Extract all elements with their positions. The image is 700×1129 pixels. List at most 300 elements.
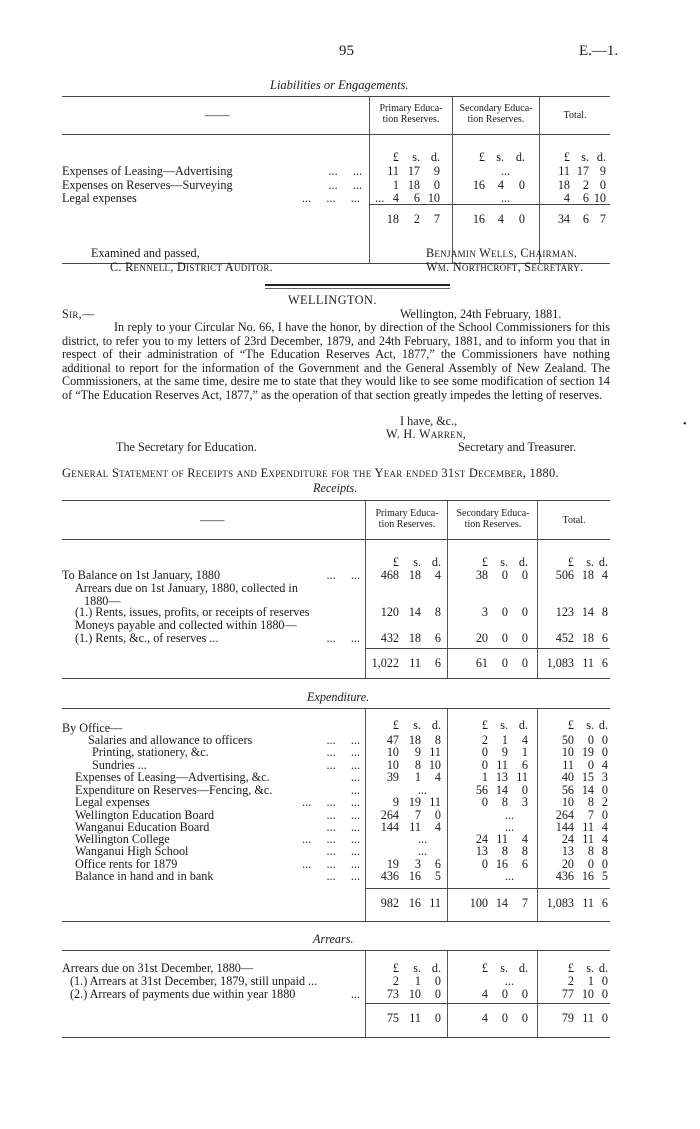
amount-shillings: 8 — [587, 795, 594, 809]
amount-pence: 0 — [434, 808, 441, 822]
amount-pounds: 2 — [481, 733, 488, 747]
amount-pence: 11 — [429, 745, 441, 759]
amount-pounds: ... — [504, 869, 514, 883]
amount-pence: 11 — [516, 770, 528, 784]
page-number: 95 — [339, 43, 354, 59]
letter-closing: I have, &c., — [400, 414, 458, 428]
row-label: (1.) Rents, &c., of reserves ... — [75, 631, 219, 645]
amount-pence: 4 — [601, 832, 608, 846]
amount-pounds: 144 — [380, 820, 399, 834]
amount-pounds: 264 — [380, 808, 399, 822]
currency-header: £ — [392, 150, 399, 164]
amount-pence: 4 — [434, 568, 441, 582]
amount-pounds: 10 — [561, 745, 574, 759]
amount-pounds: 432 — [380, 631, 399, 645]
row-label: (1.) Rents, issues, profits, or receipts of reserves — [75, 605, 310, 619]
currency-header: s. — [586, 555, 594, 569]
amount-pence: 0 — [601, 1011, 608, 1025]
amount-pence: 7 — [521, 896, 528, 910]
currency-header: s. — [500, 718, 508, 732]
amount-pounds: 13 — [561, 844, 574, 858]
row-label: Printing, stationery, &c. — [92, 745, 209, 759]
amount-pence: 0 — [521, 1011, 528, 1025]
liabilities-title: Liabilities or Engagements. — [270, 78, 409, 92]
amount-pounds: 1 — [392, 178, 399, 192]
total-rule — [369, 204, 610, 205]
table-rule — [62, 500, 610, 501]
leader-dots: ... ... — [328, 164, 362, 178]
currency-header: d. — [596, 150, 606, 164]
table-rule — [62, 708, 610, 709]
amount-shillings: 1 — [501, 733, 508, 747]
table-rule — [62, 678, 610, 679]
amount-shillings: 0 — [587, 857, 594, 871]
leader-dots: ... ... — [326, 733, 360, 747]
amount-shillings: 0 — [501, 1011, 508, 1025]
amount-pounds: 10 — [561, 795, 574, 809]
currency-header: £ — [392, 555, 399, 569]
amount-pence: 0 — [434, 974, 441, 988]
total-rule — [365, 1003, 610, 1004]
letter-body: In reply to your Circular No. 66, I have the honor, by direction of the School Commissioners for this district, to refer you to my letters of 23rd December, 1879, and 24th February, 1881, and to inform you that in respect of their administration of “The Education Reserves Act, 1877,” the Commissioners have nothing additional to report for the information of the Government and the General Assembly of New Zealand. The Commissioners, at the same time, desire me to state that they would like to see some modification of section 14 of “The Education Reserves Act, 1877,” as the operation of that section greatly impedes the letting of reserves. — [62, 320, 610, 402]
amount-pence: 0 — [601, 987, 608, 1001]
row-label: Balance in hand and in bank — [75, 869, 214, 883]
row-label: Wanganui Education Board — [75, 820, 210, 834]
amount-shillings: 18 — [408, 631, 421, 645]
amount-pence: 3 — [601, 770, 608, 784]
amount-shillings: 8 — [501, 795, 508, 809]
secretary-signature: Wm. Northcroft, Secretary. — [426, 260, 584, 274]
amount-shillings: 1 — [587, 974, 594, 988]
currency-header: s. — [586, 961, 594, 975]
amount-shillings: 0 — [501, 605, 508, 619]
salutation: Sir,— — [62, 307, 95, 321]
amount-shillings: 14 — [581, 783, 594, 797]
amount-shillings: 11 — [496, 832, 508, 846]
amount-pounds: 3 — [481, 605, 488, 619]
amount-shillings: 0 — [501, 987, 508, 1001]
row-label: Expenses of Leasing—Advertising — [62, 164, 233, 178]
amount-shillings: 8 — [587, 844, 594, 858]
amount-pounds: 436 — [555, 869, 574, 883]
currency-header: s. — [581, 150, 589, 164]
amount-pounds: 20 — [475, 631, 488, 645]
auditor-signature: C. Rennell, District Auditor. — [110, 260, 273, 274]
amount-shillings: 16 — [408, 869, 421, 883]
currency-header: d. — [515, 150, 525, 164]
amount-shillings: 9 — [501, 745, 508, 759]
amount-shillings: 15 — [581, 770, 594, 784]
amount-pence: 6 — [434, 631, 441, 645]
amount-pence: 4 — [601, 820, 608, 834]
statement-title: General Statement of Receipts and Expenditure for the Year ended 31st December, 1880. — [62, 466, 559, 480]
currency-header: d. — [518, 961, 528, 975]
amount-shillings: 14 — [495, 896, 508, 910]
amount-shillings: 11 — [582, 820, 594, 834]
currency-header: £ — [392, 718, 399, 732]
amount-pounds: 56 — [561, 783, 574, 797]
amount-pounds: 56 — [475, 783, 488, 797]
amount-shillings: 7 — [587, 808, 594, 822]
amount-pounds: 4 — [481, 987, 488, 1001]
amount-shillings: 17 — [407, 164, 420, 178]
amount-shillings: 4 — [497, 178, 504, 192]
row-label: Expenditure on Reserves—Fencing, &c. — [75, 783, 273, 797]
amount-shillings: 16 — [495, 857, 508, 871]
amount-pence: 8 — [521, 844, 528, 858]
row-label: Salaries and allowance to officers — [88, 733, 253, 747]
currency-header: s. — [413, 961, 421, 975]
row-label: Arrears due on 31st December, 1880— — [62, 961, 254, 975]
amount-pence: 9 — [599, 164, 606, 178]
amount-pounds: 0 — [481, 857, 488, 871]
amount-pence: 11 — [429, 896, 441, 910]
amount-shillings: 18 — [407, 178, 420, 192]
row-label: Wellington Education Board — [75, 808, 215, 822]
column-divider — [365, 501, 366, 678]
table-rule — [62, 134, 610, 135]
currency-header: s. — [586, 718, 594, 732]
currency-header: s. — [413, 555, 421, 569]
amount-shillings: 14 — [581, 605, 594, 619]
row-label: Office rents for 1879 — [75, 857, 178, 871]
receipts-title: Receipts. — [313, 481, 358, 495]
header-dash: —— — [205, 108, 230, 122]
amount-pounds: 0 — [481, 758, 488, 772]
currency-header: d. — [598, 961, 608, 975]
amount-pence: 0 — [601, 745, 608, 759]
amount-pence: 0 — [521, 783, 528, 797]
amount-shillings: 8 — [501, 844, 508, 858]
amount-pounds: 452 — [555, 631, 574, 645]
row-label: Legal expenses — [62, 191, 137, 205]
amount-pounds: 4 — [481, 1011, 488, 1025]
amount-shillings: 17 — [576, 164, 589, 178]
table-rule — [62, 950, 610, 951]
amount-pence: 0 — [521, 631, 528, 645]
amount-pounds: 77 — [561, 987, 574, 1001]
currency-header: d. — [598, 555, 608, 569]
amount-pence: 10 — [428, 758, 441, 772]
expenditure-title: Expenditure. — [307, 690, 370, 704]
amount-pence: 11 — [429, 795, 441, 809]
amount-pounds: 1,083 — [546, 656, 574, 670]
amount-pounds: 16 — [472, 212, 485, 226]
amount-shillings: 18 — [581, 568, 594, 582]
amount-pence: 7 — [433, 212, 440, 226]
leader-dots: ... ... — [326, 869, 360, 883]
amount-pence: 8 — [434, 733, 441, 747]
row-label: (1.) Arrears at 31st December, 1879, still unpaid ... — [70, 974, 318, 988]
amount-pence: 5 — [434, 869, 441, 883]
amount-shillings: 11 — [409, 1011, 421, 1025]
amount-pounds: ... — [504, 820, 514, 834]
amount-pence: 0 — [521, 656, 528, 670]
section-divider — [265, 288, 450, 289]
amount-pounds: 18 — [386, 212, 399, 226]
currency-header: d. — [431, 555, 441, 569]
amount-pounds: 11 — [387, 164, 399, 178]
amount-pounds: 10 — [386, 758, 399, 772]
amount-pounds: 16 — [472, 178, 485, 192]
currency-header: £ — [567, 718, 574, 732]
row-label: (2.) Arrears of payments due within year 1880 — [70, 987, 296, 1001]
amount-pence: 2 — [601, 795, 608, 809]
amount-pence: 4 — [601, 758, 608, 772]
amount-pence: 4 — [521, 733, 528, 747]
col-header-primary: Primary Educa- tion Reserves. — [375, 508, 439, 530]
amount-pence: 6 — [434, 656, 441, 670]
table-rule — [62, 539, 610, 540]
currency-header: d. — [430, 150, 440, 164]
amount-pence: 7 — [599, 212, 606, 226]
amount-shillings: 10 — [581, 987, 594, 1001]
amount-pounds: 2 — [392, 974, 399, 988]
total-rule — [365, 648, 610, 649]
column-divider — [447, 501, 448, 678]
amount-pounds: 20 — [561, 857, 574, 871]
col-header-primary: Primary Educa- tion Reserves. — [379, 103, 443, 125]
amount-pounds: 34 — [557, 212, 570, 226]
amount-pence: 8 — [601, 605, 608, 619]
currency-header: £ — [478, 150, 485, 164]
currency-header: d. — [431, 961, 441, 975]
amount-pence: 9 — [433, 164, 440, 178]
amount-shillings: 11 — [582, 656, 594, 670]
currency-header: s. — [413, 718, 421, 732]
currency-header: £ — [481, 961, 488, 975]
col-header-total: Total. — [562, 515, 586, 526]
leader-dots: ... ... — [326, 844, 360, 858]
amount-pence: 0 — [433, 178, 440, 192]
leader-dots: ... ... — [326, 631, 360, 645]
amount-pounds: 0 — [481, 745, 488, 759]
amount-pounds: 123 — [555, 605, 574, 619]
currency-header: s. — [412, 150, 420, 164]
amount-shillings: 18 — [408, 568, 421, 582]
amount-shillings: 6 — [582, 212, 589, 226]
amount-pounds: 120 — [380, 605, 399, 619]
amount-pence: 0 — [434, 1011, 441, 1025]
section-divider — [265, 284, 450, 286]
arrears-title: Arrears. — [313, 932, 354, 946]
row-label: Wanganui High School — [75, 844, 189, 858]
currency-header: £ — [392, 961, 399, 975]
leader-dots: ... ... ... — [302, 795, 360, 809]
amount-pounds: 9 — [392, 795, 399, 809]
amount-shillings: 11 — [582, 1011, 594, 1025]
table-rule — [62, 96, 610, 97]
amount-pounds: ... — [500, 164, 510, 178]
amount-pounds: 11 — [558, 164, 570, 178]
amount-pence: 8 — [601, 844, 608, 858]
amount-shillings: 16 — [581, 869, 594, 883]
amount-shillings: 14 — [408, 605, 421, 619]
currency-header: s. — [500, 555, 508, 569]
amount-pounds: 11 — [562, 758, 574, 772]
currency-header: d. — [431, 718, 441, 732]
amount-shillings: 6 — [582, 191, 589, 205]
amount-pence: 6 — [601, 896, 608, 910]
amount-pounds: ... — [417, 844, 427, 858]
amount-pounds: ... — [417, 832, 427, 846]
amount-shillings: 16 — [408, 896, 421, 910]
currency-header: d. — [598, 718, 608, 732]
amount-pence: 0 — [601, 857, 608, 871]
amount-pounds: 2 — [567, 974, 574, 988]
amount-pounds: ... — [504, 974, 514, 988]
currency-header: £ — [481, 555, 488, 569]
amount-pounds: 100 — [469, 896, 488, 910]
leader-dots: ... — [350, 783, 360, 797]
amount-shillings: 11 — [409, 820, 421, 834]
amount-pence: 6 — [601, 656, 608, 670]
currency-header: s. — [496, 150, 504, 164]
letter-date: Wellington, 24th February, 1881. — [400, 307, 562, 321]
amount-shillings: 19 — [581, 745, 594, 759]
amount-shillings: 4 — [497, 212, 504, 226]
amount-pounds: 4 — [563, 191, 570, 205]
amount-pounds: 436 — [380, 869, 399, 883]
amount-shillings: 11 — [409, 656, 421, 670]
amount-pounds: 10 — [386, 745, 399, 759]
row-label: Arrears due on 1st January, 1880, collected in — [75, 581, 298, 595]
amount-shillings: 11 — [582, 832, 594, 846]
amount-pounds: ... — [500, 191, 510, 205]
amount-pence: 10 — [427, 191, 440, 205]
amount-pounds: 4 — [392, 191, 399, 205]
currency-header: s. — [500, 961, 508, 975]
currency-header: d. — [518, 555, 528, 569]
amount-shillings: 0 — [587, 758, 594, 772]
currency-header: £ — [567, 961, 574, 975]
amount-pence: 0 — [521, 987, 528, 1001]
amount-pence: 4 — [521, 832, 528, 846]
currency-header: £ — [563, 150, 570, 164]
letter-signature: W. H. Warren, — [386, 427, 467, 441]
amount-pence: 0 — [601, 808, 608, 822]
amount-shillings: 1 — [414, 770, 421, 784]
row-label: By Office— — [62, 721, 123, 735]
currency-header: £ — [567, 555, 574, 569]
leader-dots: ... ... — [326, 808, 360, 822]
amount-pence: 0 — [601, 733, 608, 747]
amount-pence: 0 — [521, 605, 528, 619]
leader-dots: ... — [350, 987, 360, 1001]
amount-pounds: 50 — [561, 733, 574, 747]
table-rule — [62, 1037, 610, 1038]
amount-pence: 8 — [434, 605, 441, 619]
row-label: Sundries ... — [92, 758, 147, 772]
header-dash: —— — [200, 513, 225, 527]
amount-pence: 6 — [434, 857, 441, 871]
amount-pounds: 18 — [557, 178, 570, 192]
amount-shillings: 2 — [413, 212, 420, 226]
amount-pence: 0 — [518, 212, 525, 226]
amount-pence: 0 — [601, 974, 608, 988]
amount-shillings: 0 — [501, 568, 508, 582]
leader-dots: ... ... — [326, 745, 360, 759]
amount-pounds: 47 — [386, 733, 399, 747]
amount-pounds: 0 — [481, 795, 488, 809]
amount-pounds: 39 — [386, 770, 399, 784]
amount-pence: 0 — [599, 178, 606, 192]
district-heading: WELLINGTON. — [288, 293, 377, 307]
amount-pounds: 38 — [475, 568, 488, 582]
amount-shillings: 18 — [408, 733, 421, 747]
amount-pence: 4 — [434, 770, 441, 784]
amount-pounds: 61 — [475, 656, 488, 670]
amount-pounds: ... — [417, 783, 427, 797]
leader-dots: ... ... ... ... — [302, 191, 385, 205]
amount-pounds: 24 — [475, 832, 488, 846]
amount-pence: 4 — [434, 820, 441, 834]
currency-header: d. — [518, 718, 528, 732]
amount-shillings: 7 — [414, 808, 421, 822]
amount-pence: 0 — [601, 783, 608, 797]
leader-dots: ... ... — [328, 178, 362, 192]
leader-dots: ... ... — [326, 820, 360, 834]
amount-shillings: 9 — [414, 745, 421, 759]
leader-dots: ... ... ... — [302, 832, 360, 846]
letter-addressee: The Secretary for Education. — [116, 440, 257, 454]
amount-shillings: 18 — [581, 631, 594, 645]
amount-pence: 0 — [434, 987, 441, 1001]
amount-pounds: 144 — [555, 820, 574, 834]
letter-signature-title: Secretary and Treasurer. — [458, 440, 577, 454]
amount-pence: 4 — [601, 568, 608, 582]
row-label: Expenses on Reserves—Surveying — [62, 178, 233, 192]
amount-pounds: 468 — [380, 568, 399, 582]
amount-pence: 5 — [601, 869, 608, 883]
row-label: Expenses of Leasing—Advertising, &c. — [75, 770, 270, 784]
chairman-signature: Benjamin Wells, Chairman. — [426, 246, 578, 260]
leader-dots: ... ... — [326, 758, 360, 772]
row-label: Moneys payable and collected within 1880— — [75, 618, 297, 632]
amount-pounds: 1,022 — [371, 656, 399, 670]
col-header-total: Total. — [563, 110, 587, 121]
row-label: Wellington College — [75, 832, 170, 846]
total-rule — [365, 888, 610, 889]
col-header-secondary: Secondary Educa- tion Reserves. — [456, 508, 530, 530]
leader-dots: ... — [350, 770, 360, 784]
amount-pounds: 13 — [475, 844, 488, 858]
amount-pounds: 24 — [561, 832, 574, 846]
amount-shillings: 0 — [501, 656, 508, 670]
amount-pence: 1 — [521, 745, 528, 759]
amount-shillings: 1 — [414, 974, 421, 988]
column-divider — [537, 501, 538, 678]
amount-shillings: 10 — [408, 987, 421, 1001]
document-reference: E.—1. — [579, 43, 619, 59]
amount-shillings: 11 — [582, 896, 594, 910]
margin-mark: • — [683, 419, 687, 430]
amount-pounds: ... — [504, 808, 514, 822]
amount-shillings: 2 — [582, 178, 589, 192]
amount-shillings: 3 — [414, 857, 421, 871]
amount-shillings: 19 — [408, 795, 421, 809]
amount-pounds: 40 — [561, 770, 574, 784]
amount-shillings: 0 — [587, 733, 594, 747]
amount-pounds: 75 — [386, 1011, 399, 1025]
amount-pounds: 79 — [561, 1011, 574, 1025]
amount-pence: 6 — [521, 758, 528, 772]
amount-shillings: 8 — [414, 758, 421, 772]
amount-shillings: 6 — [413, 191, 420, 205]
amount-shillings: 0 — [501, 631, 508, 645]
currency-header: £ — [481, 718, 488, 732]
amount-shillings: 11 — [496, 758, 508, 772]
